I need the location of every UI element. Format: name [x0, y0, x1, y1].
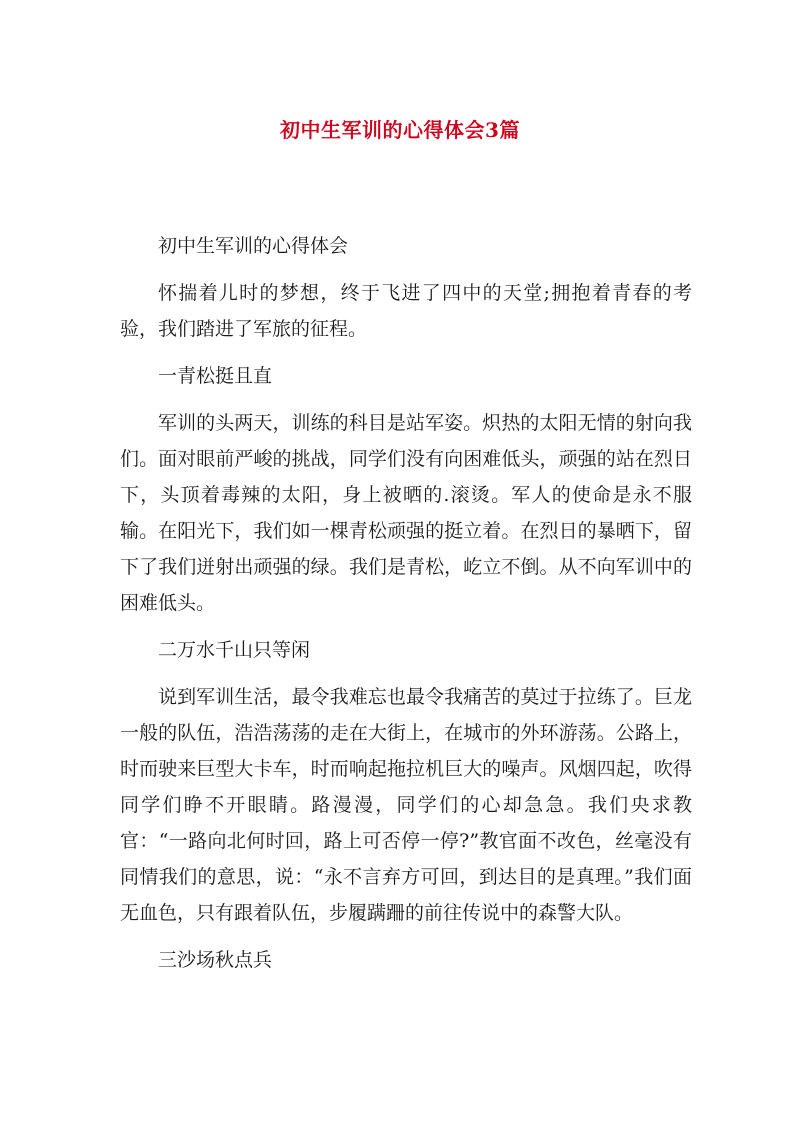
section-heading: 二万水千山只等闲: [158, 639, 311, 661]
document-body: [120, 228, 692, 989]
body-paragraph: 军训的头两天，训练的科目是站军姿。炽热的太阳无情的射向我们。面对眼前严峻的挑战，同学们没有向困难低头，顽强的站在烈日下，头顶着毒辣的太阳，身上被晒的.滚烫。军人的使命是永不服输。在阳光下，我们如一棵青松顽强的挺立着。在烈日的暴晒下，留下了我们迸射出顽强的绿。我们是青松，屹立不倒。从不向军训中的困难低头。: [120, 412, 692, 614]
section-heading: 初中生军训的心得体会: [158, 235, 349, 257]
section-heading: 一青松挺且直: [158, 365, 273, 387]
body-paragraph: 怀揣着儿时的梦想，终于飞进了四中的天堂;拥抱着青春的考验，我们踏进了军旅的征程。: [120, 282, 692, 340]
section-heading: 三沙场秋点兵: [158, 949, 273, 971]
body-paragraph: 说到军训生活，最令我难忘也最令我痛苦的莫过于拉练了。巨龙一般的队伍，浩浩荡荡的走在大街上，在城市的外环游荡。公路上，时而驶来巨型大卡车，时而响起拖拉机巨大的噪声。风烟四起，吹得同学们睁不开眼睛。路漫漫，同学们的心却急急。我们央求教官：“一路向北何时回，路上可否停一停?”教官面不改色，丝毫没有同情我们的意思，说：“永不言弃方可回，到达目的是真理。”我们面无血色，只有跟着队伍，步履蹒跚的前往传说中的森警大队。: [120, 686, 692, 924]
document-title: 初中生军训的心得体会3篇: [280, 118, 520, 143]
